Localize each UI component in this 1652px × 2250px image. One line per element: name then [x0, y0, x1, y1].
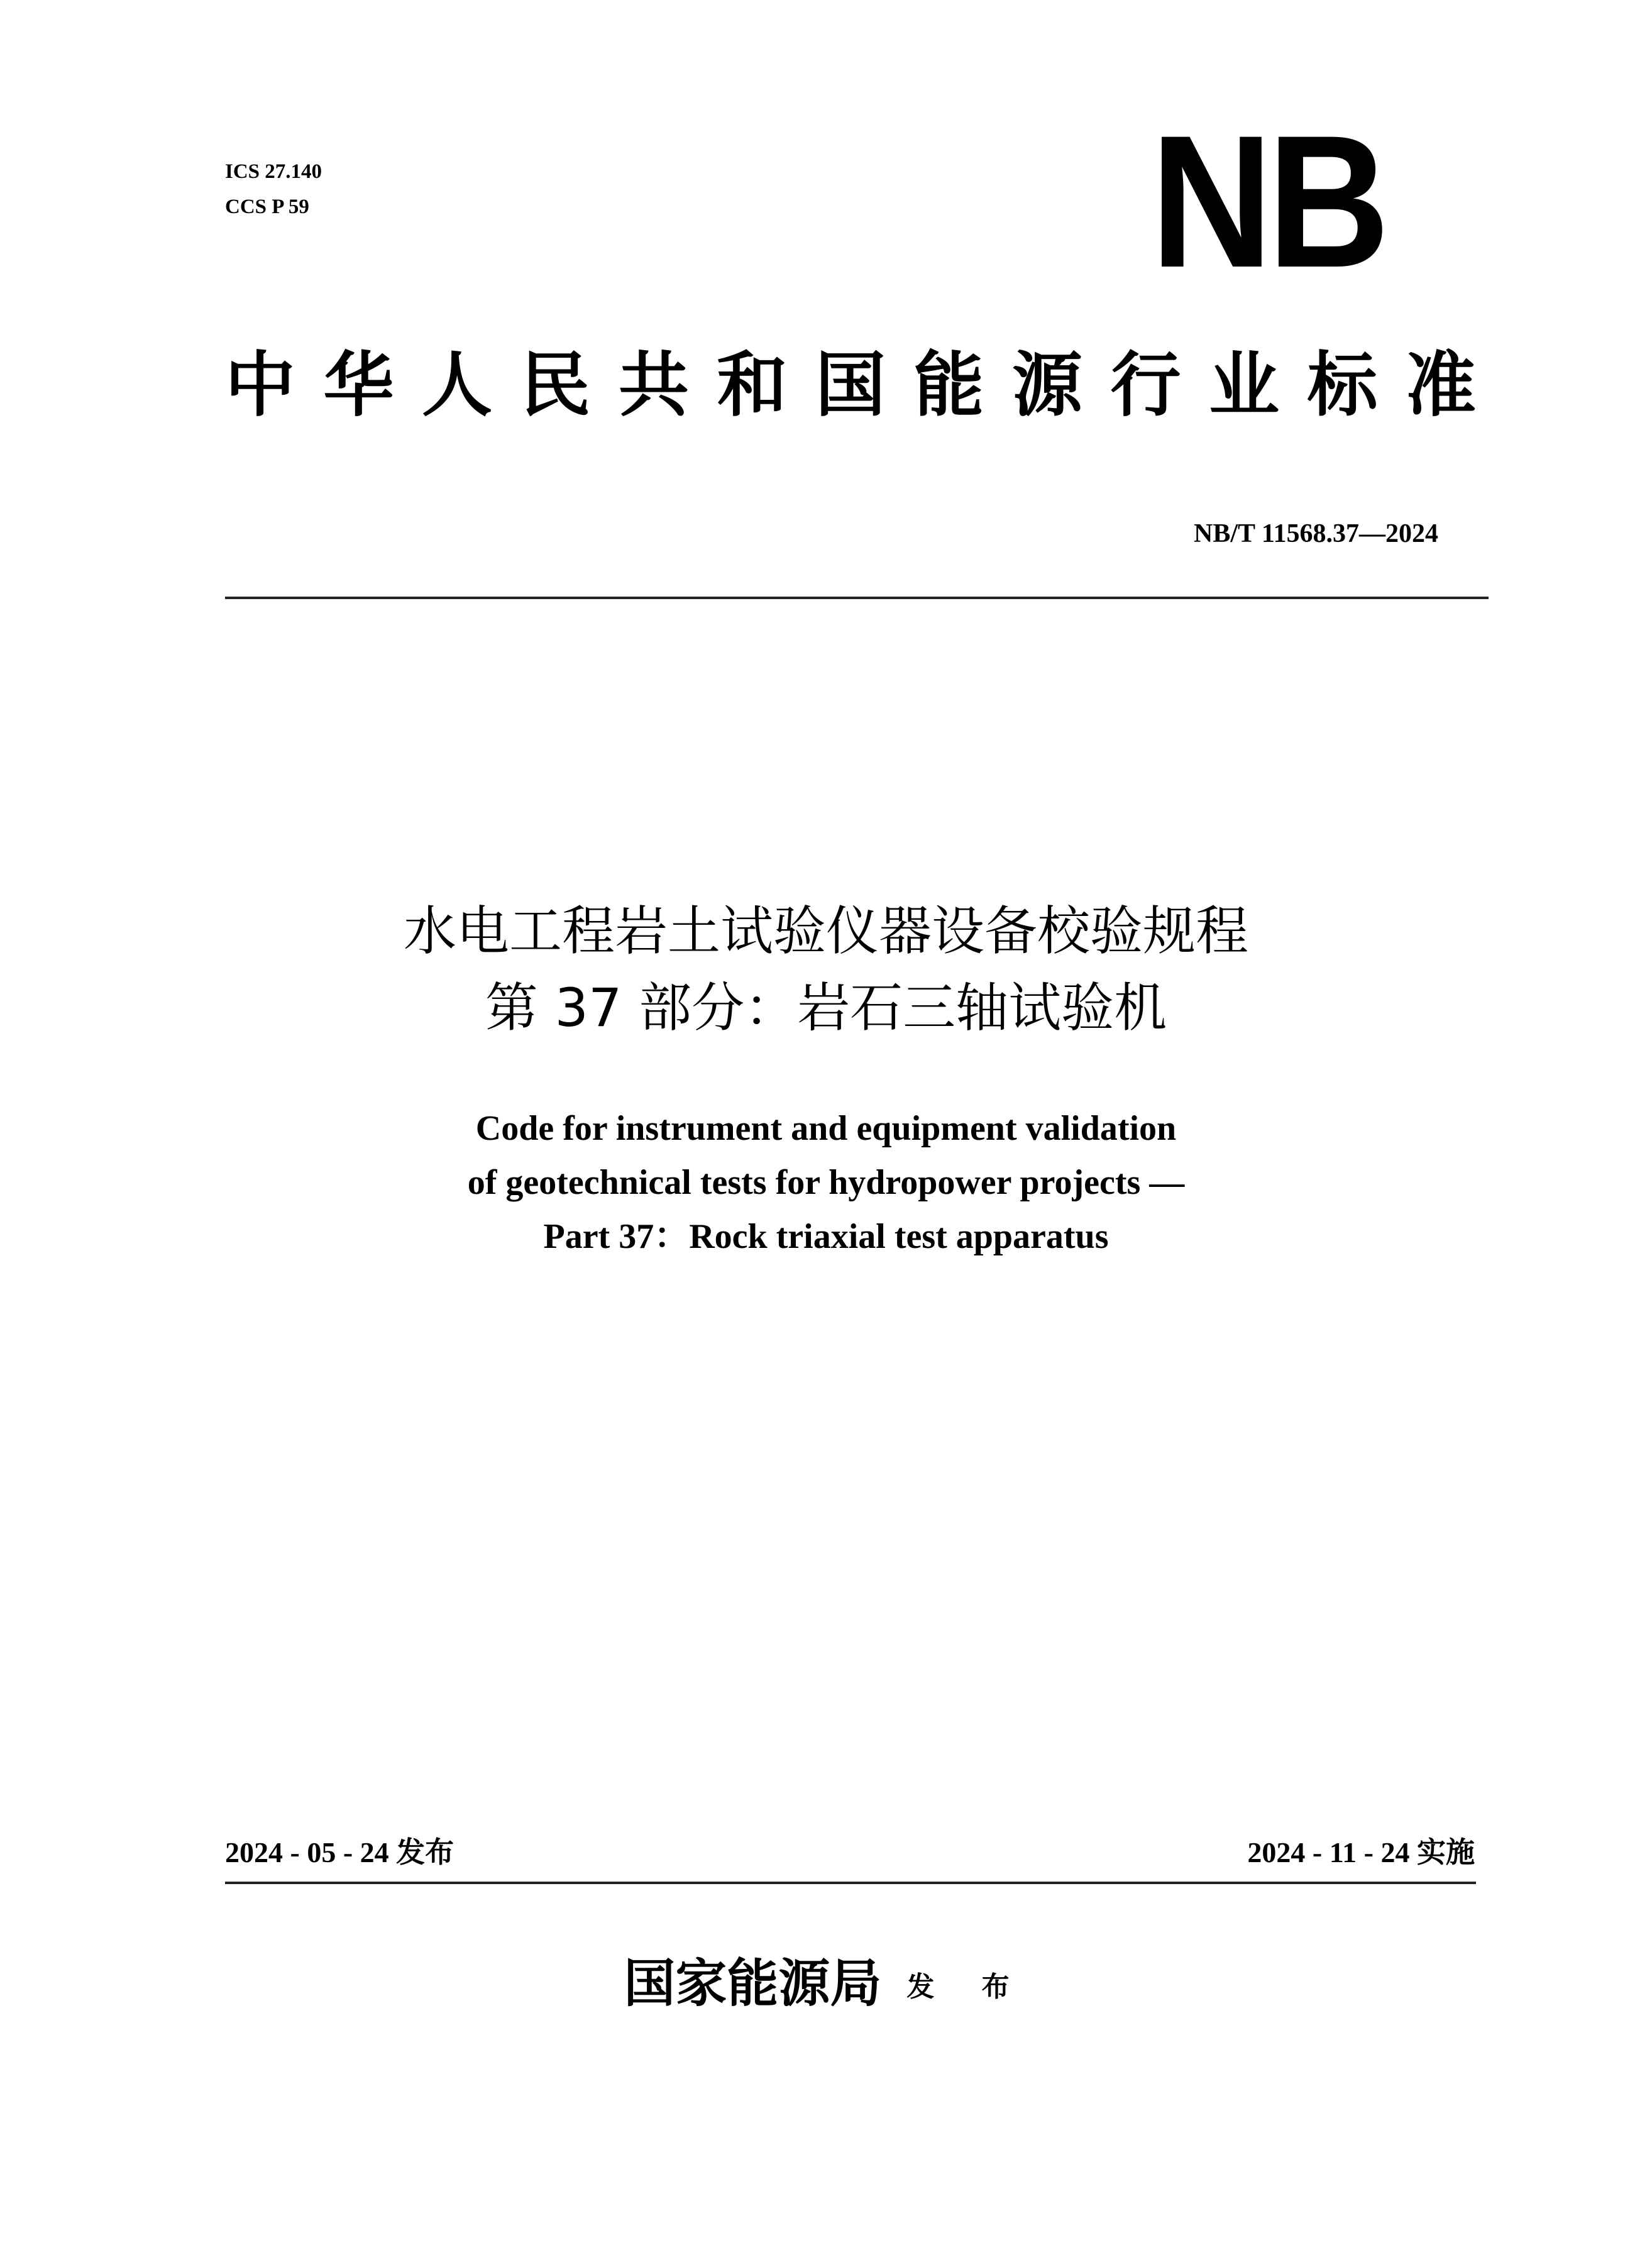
chinese-title-line-1: 水电工程岩土试验仪器设备校验规程 [403, 900, 1248, 962]
chinese-title-line-2: 第 37 部分：岩石三轴试验机 [485, 977, 1167, 1039]
issue-date: 2024 - 05 - 24 发布 [225, 1836, 454, 1868]
issuer-action: 发 布 [906, 1971, 1028, 2003]
top-divider [225, 597, 1489, 599]
issuer [0, 1943, 1652, 2016]
classification-codes [225, 154, 322, 224]
nb-logo: NB [1150, 96, 1384, 307]
english-title-line-1: Code for instrument and equipment validation [475, 1109, 1177, 1148]
issuer-name: 国家能源局 [624, 1953, 882, 2014]
english-title-line-2: of geotechnical tests for hydropower projects — [467, 1163, 1185, 1202]
english-title [0, 1101, 1652, 1264]
chinese-title [0, 893, 1652, 1046]
bottom-divider [225, 1882, 1476, 1884]
english-title-line-3: Part 37：Rock triaxial test apparatus [543, 1217, 1109, 1256]
effective-date: 2024 - 11 - 24 实施 [1247, 1836, 1475, 1868]
standard-number: NB/T 11568.37—2024 [1194, 519, 1438, 548]
ccs-code: CCS P 59 [225, 196, 309, 218]
ics-code: ICS 27.140 [225, 160, 322, 183]
industry-standard-heading: 中华人民共和国能源行业标准 [225, 344, 1476, 426]
